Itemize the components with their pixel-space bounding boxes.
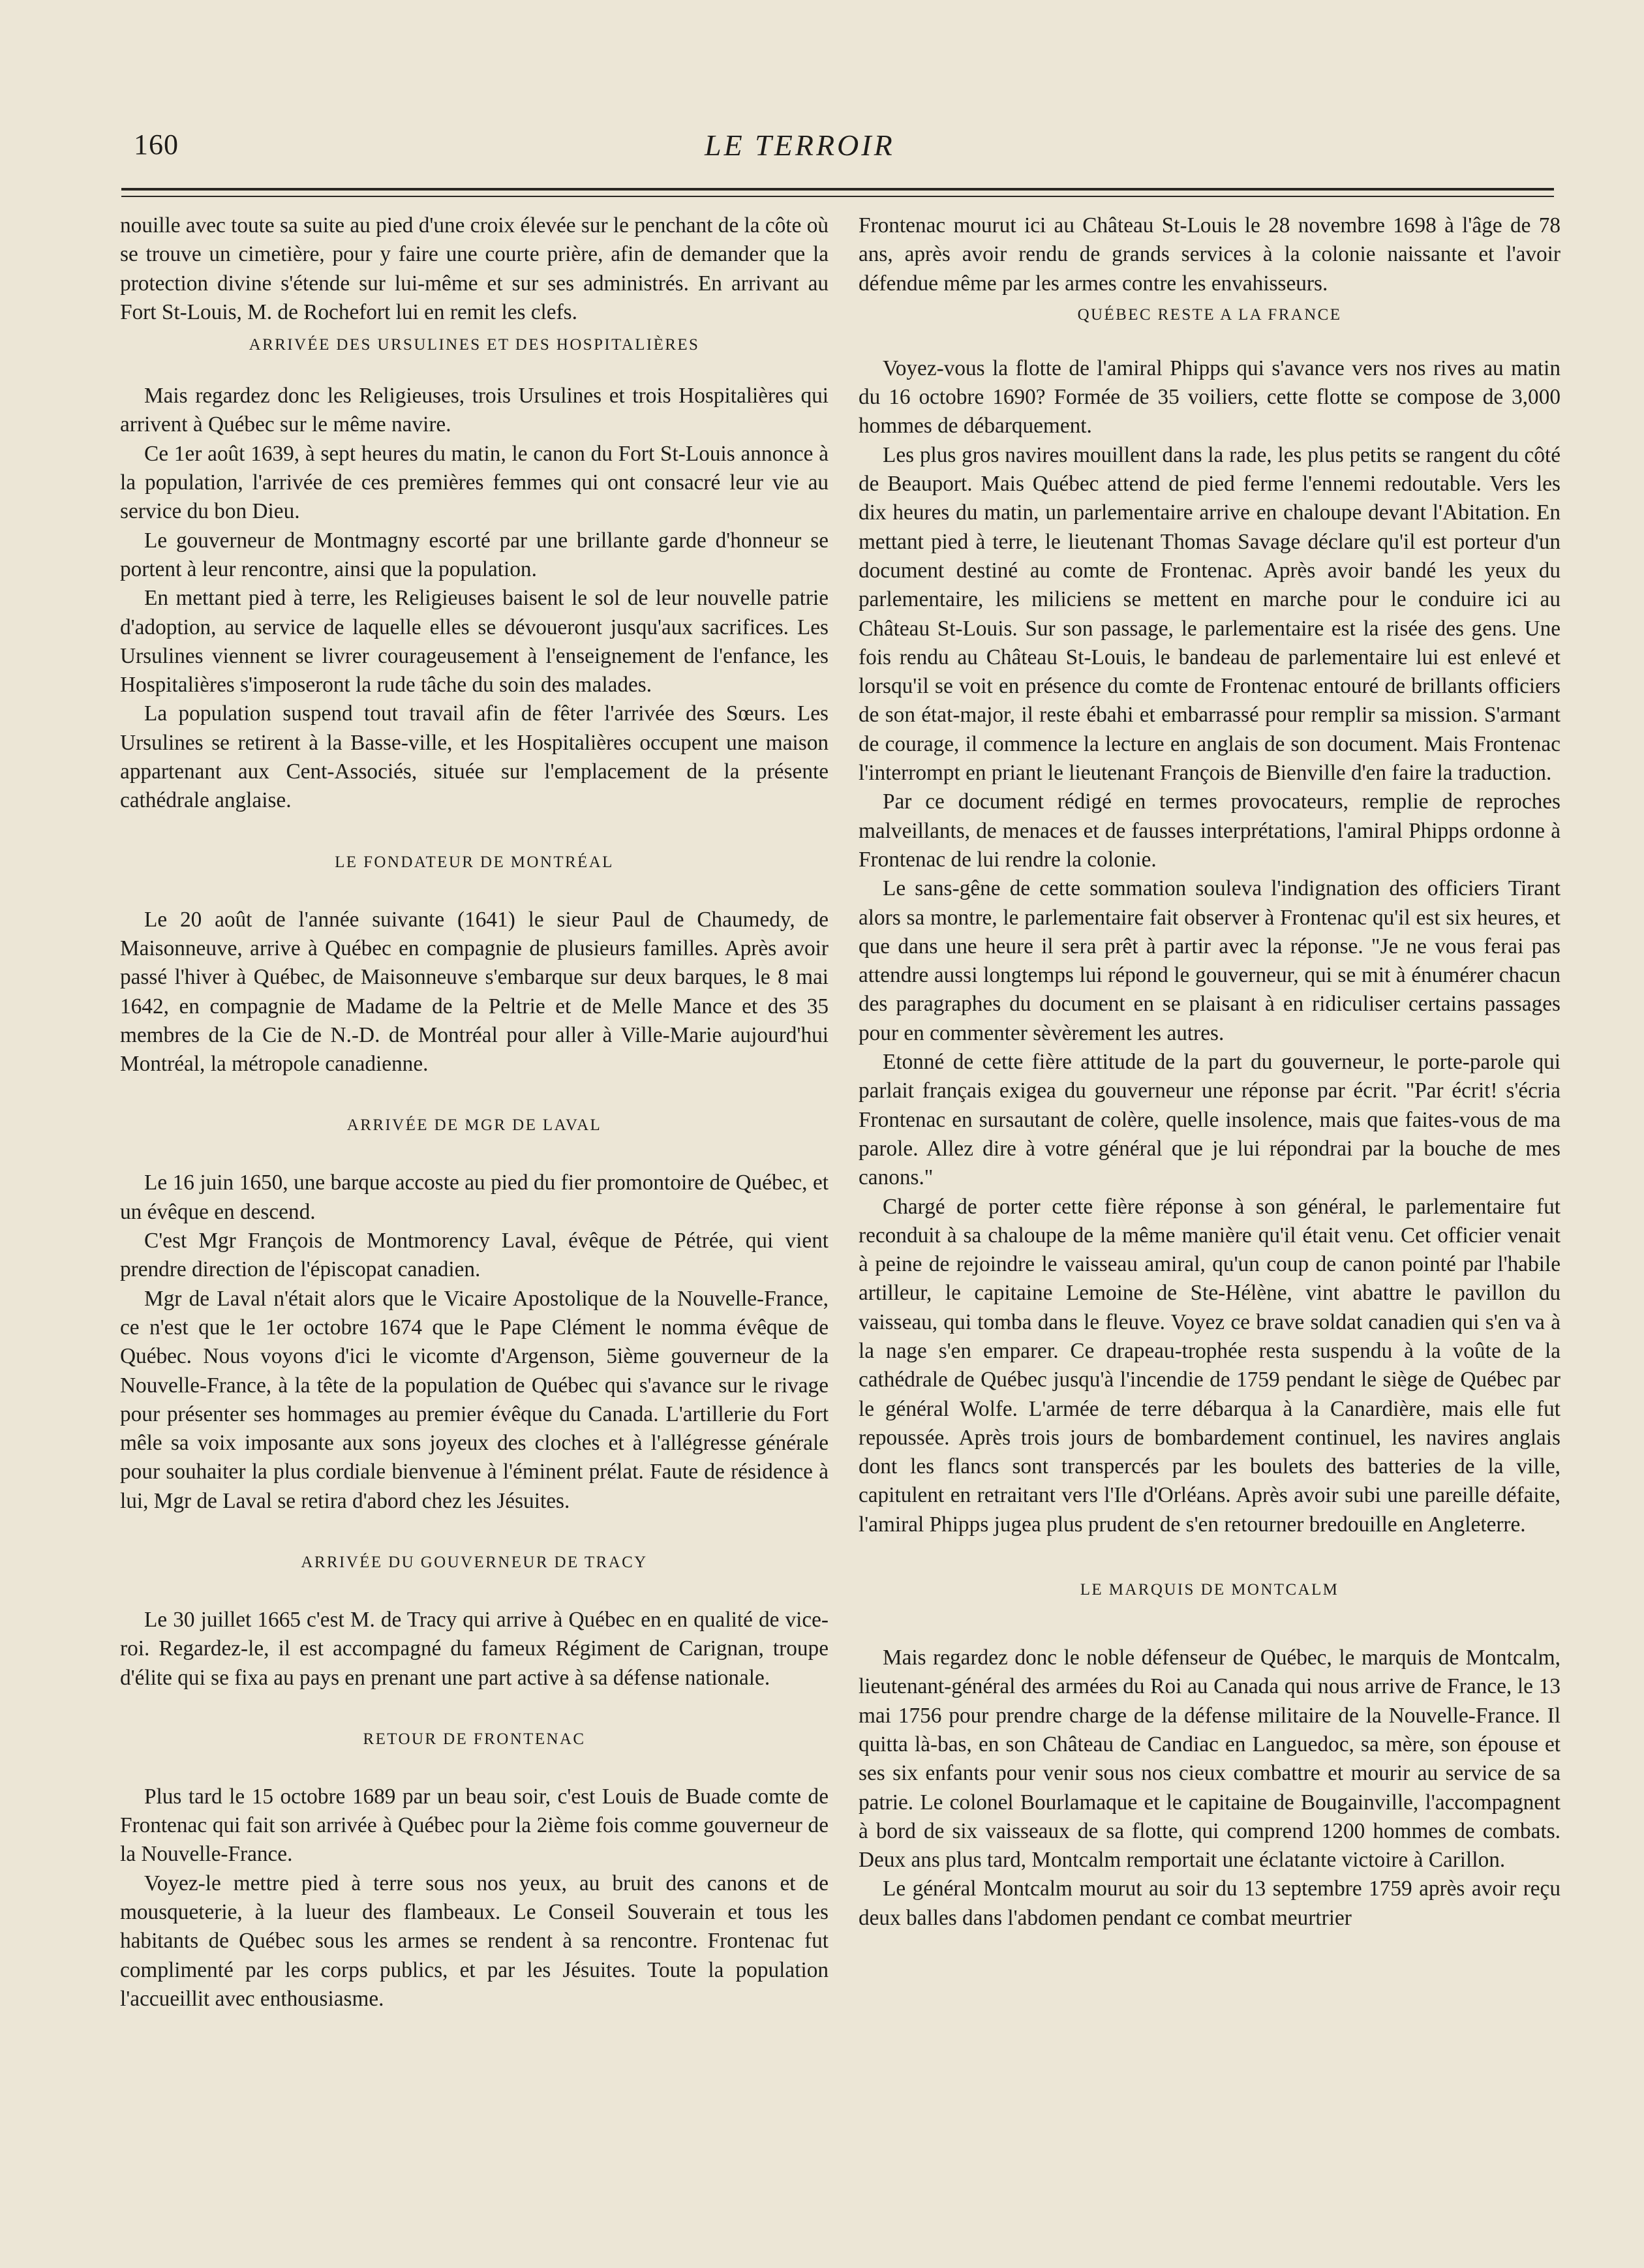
- paragraph: Mais regardez donc le noble défenseur de Québec, le marquis de Montcalm, lieutenant-général des armées du Roi au Canada qui nous arrive de France, le 13 mai 1756 pour prendre charge de la défense militaire de la Nouvelle-France. Il quitta là-bas, en son Château de Candiac en Languedoc, sa mère, son épouse et ses six enfants pour venir sous nos cieux combattre et mourir au service de sa patrie. Le colonel Bourlamaque et le capitaine de Bougainville, l'accompagnent à bord de six vaisseaux de sa flotte, qui comprend 1200 hommes de combats. Deux ans plus tard, Montcalm remportait une éclatante victoire à Carillon.: [859, 1646, 1560, 1873]
- page-number: 160: [134, 129, 179, 161]
- paragraph: Le 16 juin 1650, une barque accoste au pied du fier promontoire de Québec, et un évêque en descend.: [120, 1171, 829, 1224]
- paragraph: Mgr de Laval n'était alors que le Vicaire Apostolique de la Nouvelle-France, ce n'est que le 1er octobre 1674 que le Pape Clément le nomma évêque de Québec. Nous voyons d'ici le vicomte d'Argenson, 5ième gouverneur de la Nouvelle-France, à la tête de la population de Québec qui s'avance sur le rivage pour présenter ses hommages au premier évêque du Canada. L'artillerie du Fort mêle sa voix imposante aux sons joyeux des cloches et à l'allégresse générale pour souhaiter la plus cordiale bienvenue à l'éminent prélat. Faute de résidence à lui, Mgr de Laval se retira d'abord chez les Jésuites.: [120, 1286, 829, 1513]
- paragraph: Chargé de porter cette fière réponse à son général, le parlementaire fut reconduit à sa chaloupe de la même manière qu'il était venu. Cet officier venait à peine de rejoindre le vaisseau amiral, qu'un coup de canon pointé par l'habile artilleur, le capitaine Lemoine de Ste-Hélène, vint abattre le pavillon du vaisseau, qui tomba dans le fleuve. Voyez ce brave soldat canadien qui s'en va à la nage s'en emparer. Ce drapeau-trophée resta suspendu à la voûte de la cathédrale de Québec jusqu'à l'incendie de 1759 pendant le siège de Québec par le général Wolfe. L'armée de terre débarqua à la Canardière, mais elle fut repoussée. Après trois jours de bombardement continuel, les navires anglais dont les flancs sont transpercés par les boulets des batteries de la ville, capitulent en retraitant vers l'Ile d'Orléans. Après avoir subi une pareille défaite, l'amiral Phipps jugea plus prudent de s'en retourner bredouille en Angleterre.: [859, 1194, 1560, 1537]
- paragraph: Ce 1er août 1639, à sept heures du matin, le canon du Fort St-Louis annonce à la population, l'arrivée de ces premières femmes qui ont consacré leur vie au service du bon Dieu.: [120, 441, 829, 524]
- paragraph: Frontenac mourut ici au Château St-Louis le 28 novembre 1698 à l'âge de 78 ans, après avoir rendu de grands services à la colonie naissante et l'avoir défendue même par les armes contre les envahisseurs.: [859, 213, 1560, 296]
- paragraph: Le général Montcalm mourut au soir du 13 septembre 1759 après avoir reçu deux balles dans l'abdomen pendant ce combat meurtrier: [859, 1877, 1560, 1930]
- right-column: [859, 211, 1560, 1933]
- section-heading-montcalm: LE MARQUIS DE MONTCALM: [1080, 1581, 1339, 1599]
- paragraph: nouille avec toute sa suite au pied d'une croix élevée sur le penchant de la côte où se trouve un cimetière, pour y faire une courte prière, afin de demander que la protection divine s'étende sur lui-même et sur ses administrés. En arrivant au Fort St-Louis, M. de Rochefort lui en remit les clefs.: [120, 213, 829, 324]
- section-heading-ursulines: ARRIVÉE DES URSULINES ET DES HOSPITALIÈRES: [249, 336, 700, 354]
- paragraph: Le gouverneur de Montmagny escorté par une brillante garde d'honneur se portent à leur rencontre, ainsi que la population.: [120, 528, 829, 581]
- section-heading-frontenac: RETOUR DE FRONTENAC: [363, 1730, 586, 1748]
- header-rule-thin: [121, 196, 1554, 197]
- paragraph: Mais regardez donc les Religieuses, trois Ursulines et trois Hospitalières qui arrivent à Québec sur le même navire.: [120, 384, 829, 437]
- section-heading-laval: ARRIVÉE DE MGR DE LAVAL: [346, 1116, 602, 1135]
- paragraph: Le 20 août de l'année suivante (1641) le sieur Paul de Chaumedy, de Maisonneuve, arrive à Québec en compagnie de plusieurs familles. Après avoir passé l'hiver à Québec, de Maisonneuve s'embarque sur deux barques, le 8 mai 1642, en compagnie de Madame de la Peltrie et de Melle Mance et des 35 membres de la Cie de N.-D. de Montréal pour aller à Ville-Marie aujourd'hui Montréal, la métropole canadienne.: [120, 907, 829, 1077]
- paragraph: Voyez-le mettre pied à terre sous nos yeux, au bruit des canons et de mousqueterie, à la lueur des flambeaux. Le Conseil Souverain et tous les habitants de Québec sous les armes se rendent à sa rencontre. Frontenac fut complimenté par les corps publics, et par les Jésuites. Toute la population l'accueillit avec enthousiasme.: [120, 1871, 829, 2011]
- section-heading-tracy: ARRIVÉE DU GOUVERNEUR DE TRACY: [301, 1553, 648, 1571]
- paragraph: La population suspend tout travail afin de fêter l'arrivée des Sœurs. Les Ursulines se retirent à la Basse-ville, et les Hospitalières occupent une maison appartenant aux Cent-Associés, située sur l'emplacement de la présente cathédrale anglaise.: [120, 701, 829, 813]
- paragraph: Plus tard le 15 octobre 1689 par un beau soir, c'est Louis de Buade comte de Frontenac qui fait son arrivée à Québec pour la 2ième fois comme gouverneur de la Nouvelle-France.: [120, 1784, 829, 1867]
- running-head-title: LE TERROIR: [705, 129, 895, 162]
- paragraph: C'est Mgr François de Montmorency Laval, évêque de Pétrée, qui vient prendre direction de l'épiscopat canadien.: [120, 1229, 829, 1282]
- header-rule-thick: [121, 188, 1554, 191]
- section-heading-quebec: QUÉBEC RESTE A LA FRANCE: [1077, 305, 1342, 324]
- paragraph: Voyez-vous la flotte de l'amiral Phipps qui s'avance vers nos rives au matin du 16 octobre 1690? Formée de 35 voiliers, cette flotte se compose de 3,000 hommes de débarquement.: [859, 356, 1560, 438]
- paragraph: Le sans-gêne de cette sommation souleva l'indignation des officiers Tirant alors sa montre, le parlementaire fait observer à Frontenac qu'il est six heures, et que dans une heure il sera prêt à partir avec la réponse. "Je ne vous ferai pas attendre aussi longtemps lui répond le gouverneur, qui se mit à énumérer chacun des paragraphes du document en se plaisant à en ridiculiser certains passages pour en commenter sèvèrement les autres.: [859, 876, 1560, 1045]
- paragraph: Par ce document rédigé en termes provocateurs, remplie de reproches malveillants, de menaces et de fausses interprétations, l'amiral Phipps ordonne à Frontenac de lui rendre la colonie.: [859, 789, 1560, 872]
- section-heading-fondateur: LE FONDATEUR DE MONTRÉAL: [335, 853, 614, 871]
- paragraph: Les plus gros navires mouillent dans la rade, les plus petits se rangent du côté de Beauport. Mais Québec attend de pied ferme l'ennemi redoutable. Vers les dix heures du matin, un parlementaire arrive en chaloupe devant l'Abitation. En mettant pied à terre, le lieutenant Thomas Savage déclare qu'il est porteur d'un document destiné au comte de Frontenac. Après avoir bandé les yeux du parlementaire, les miliciens se mettent en marche pour le conduire ici au Château St-Louis. Sur son passage, le parlementaire est la risée des gens. Une fois rendu au Château St-Louis, le bandeau de parlementaire lui est enlevé et lorsqu'il se voit en présence du comte de Frontenac entouré de brillants officiers de son état-major, il reste ébahi et embarrassé pour remplir sa mission. S'armant de courage, il commence la lecture en anglais de son document. Mais Frontenac l'interrompt en priant le lieutenant François de Bienville d'en faire la traduction.: [859, 442, 1560, 786]
- paragraph: Etonné de cette fière attitude de la part du gouverneur, le porte-parole qui parlait français exigea du gouverneur une réponse par écrit. "Par écrit! s'écria Frontenac en sursautant de colère, quelle insolence, mais que faites-vous de ma parole. Allez dire à votre général que je lui répondrai par la bouche de mes canons.": [859, 1050, 1560, 1190]
- left-column: [120, 211, 829, 2014]
- paragraph: En mettant pied à terre, les Religieuses baisent le sol de leur nouvelle patrie d'adoption, au service de laquelle elles se dévoueront jusqu'aux sacrifices. Les Ursulines viennent se livrer courageusement à l'enseignement de l'enfance, les Hospitalières s'imposeront la rude tâche du soin des malades.: [120, 586, 829, 697]
- paragraph: Le 30 juillet 1665 c'est M. de Tracy qui arrive à Québec en en qualité de vice-roi. Regardez-le, il est accompagné du fameux Régiment de Carignan, troupe d'élite qui se fixa au pays en prenant une part active à sa défense nationale.: [120, 1607, 829, 1690]
